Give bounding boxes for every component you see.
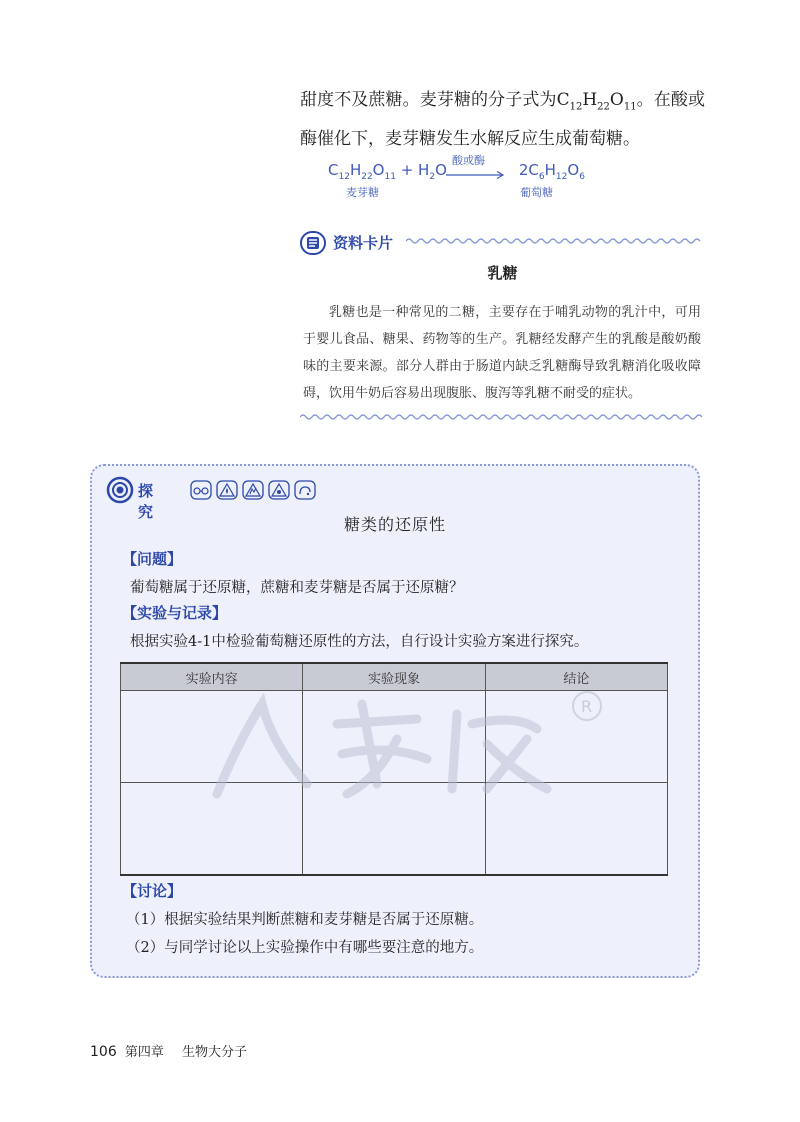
record-text: 根据实验4-1中检验葡萄糖还原性的方法，自行设计实验方案进行探究。 (130, 634, 589, 650)
explore-label: 探究 (138, 482, 154, 521)
discussion-heading: 【讨论】 (122, 882, 183, 900)
record-heading: 【实验与记录】 (122, 604, 228, 622)
table-cell (485, 783, 667, 876)
explore-title: 糖类的还原性 (343, 515, 446, 534)
intro-paragraph: 甜度不及蔗糖。麦芽糖的分子式为$C_{12}H_{22}O_{11}$。在酸或酶催化下，麦芽糖发生水解反应生成葡萄糖。 (300, 90, 706, 150)
section-label: 生物大分子 (182, 1045, 248, 1060)
discussion-item: （1）根据实验结果判断蔗糖和麦芽糖是否属于还原糖。 (126, 912, 484, 928)
hazard-icon (268, 480, 290, 500)
page-footer (90, 1041, 247, 1060)
table-header-content: 实验内容 (121, 663, 303, 691)
record-table (120, 662, 668, 876)
hand-wash-icon (294, 480, 316, 500)
flame-warning-icon (216, 480, 238, 500)
safety-icons (190, 480, 316, 500)
table-header-row (121, 663, 668, 691)
page-number: 106 (90, 1044, 117, 1060)
reaction-arrow-icon (446, 170, 506, 180)
reactant-name: 麦芽糖 (346, 186, 379, 199)
reaction-condition: 酸或酶 (452, 154, 485, 167)
product-name: 葡萄糖 (520, 186, 553, 199)
explore-section (90, 464, 700, 978)
discussion-item: （2）与同学讨论以上实验操作中有哪些要注意的地方。 (126, 940, 484, 956)
info-card-label: 资料卡片 (333, 234, 394, 252)
equation-formula: $C_{12}H_{22}O_{11} + H_2O$ $2C_6H_{12}O_6$ (328, 161, 585, 182)
hydrolysis-equation (328, 152, 588, 202)
table-cell (485, 691, 667, 783)
hot-surface-icon (242, 480, 264, 500)
document-icon (300, 231, 326, 255)
table-cell (121, 691, 303, 783)
target-icon (106, 476, 134, 504)
question-heading: 【问题】 (122, 550, 183, 568)
table-cell (121, 783, 303, 876)
question-text: 葡萄糖属于还原糖，蔗糖和麦芽糖是否属于还原糖？ (130, 580, 464, 596)
info-card-text: 乳糖也是一种常见的二糖，主要存在于哺乳动物的乳汁中，可用于婴儿食品、糖果、药物等的生产。乳糖经发酵产生的乳酸是酸奶酸味的主要来源。部分人群由于肠道内缺乏乳糖酶导致乳糖消化吸收障碍，饮用牛奶后容易出现腹胀、腹泻等乳糖不耐受的症状。 (303, 305, 701, 401)
table-header-phenomenon: 实验现象 (303, 663, 485, 691)
wave-divider (406, 235, 704, 247)
table-row (121, 691, 668, 783)
table-cell (303, 691, 485, 783)
table-cell (303, 783, 485, 876)
chapter-label: 第四章 (124, 1045, 164, 1060)
wave-divider-bottom (300, 411, 704, 423)
goggles-icon (190, 480, 212, 500)
svg-text:R: R (581, 697, 593, 716)
info-card-header (300, 230, 705, 256)
info-card-title: 乳糖 (487, 264, 518, 282)
table-header-conclusion: 结论 (485, 663, 667, 691)
table-row (121, 783, 668, 876)
